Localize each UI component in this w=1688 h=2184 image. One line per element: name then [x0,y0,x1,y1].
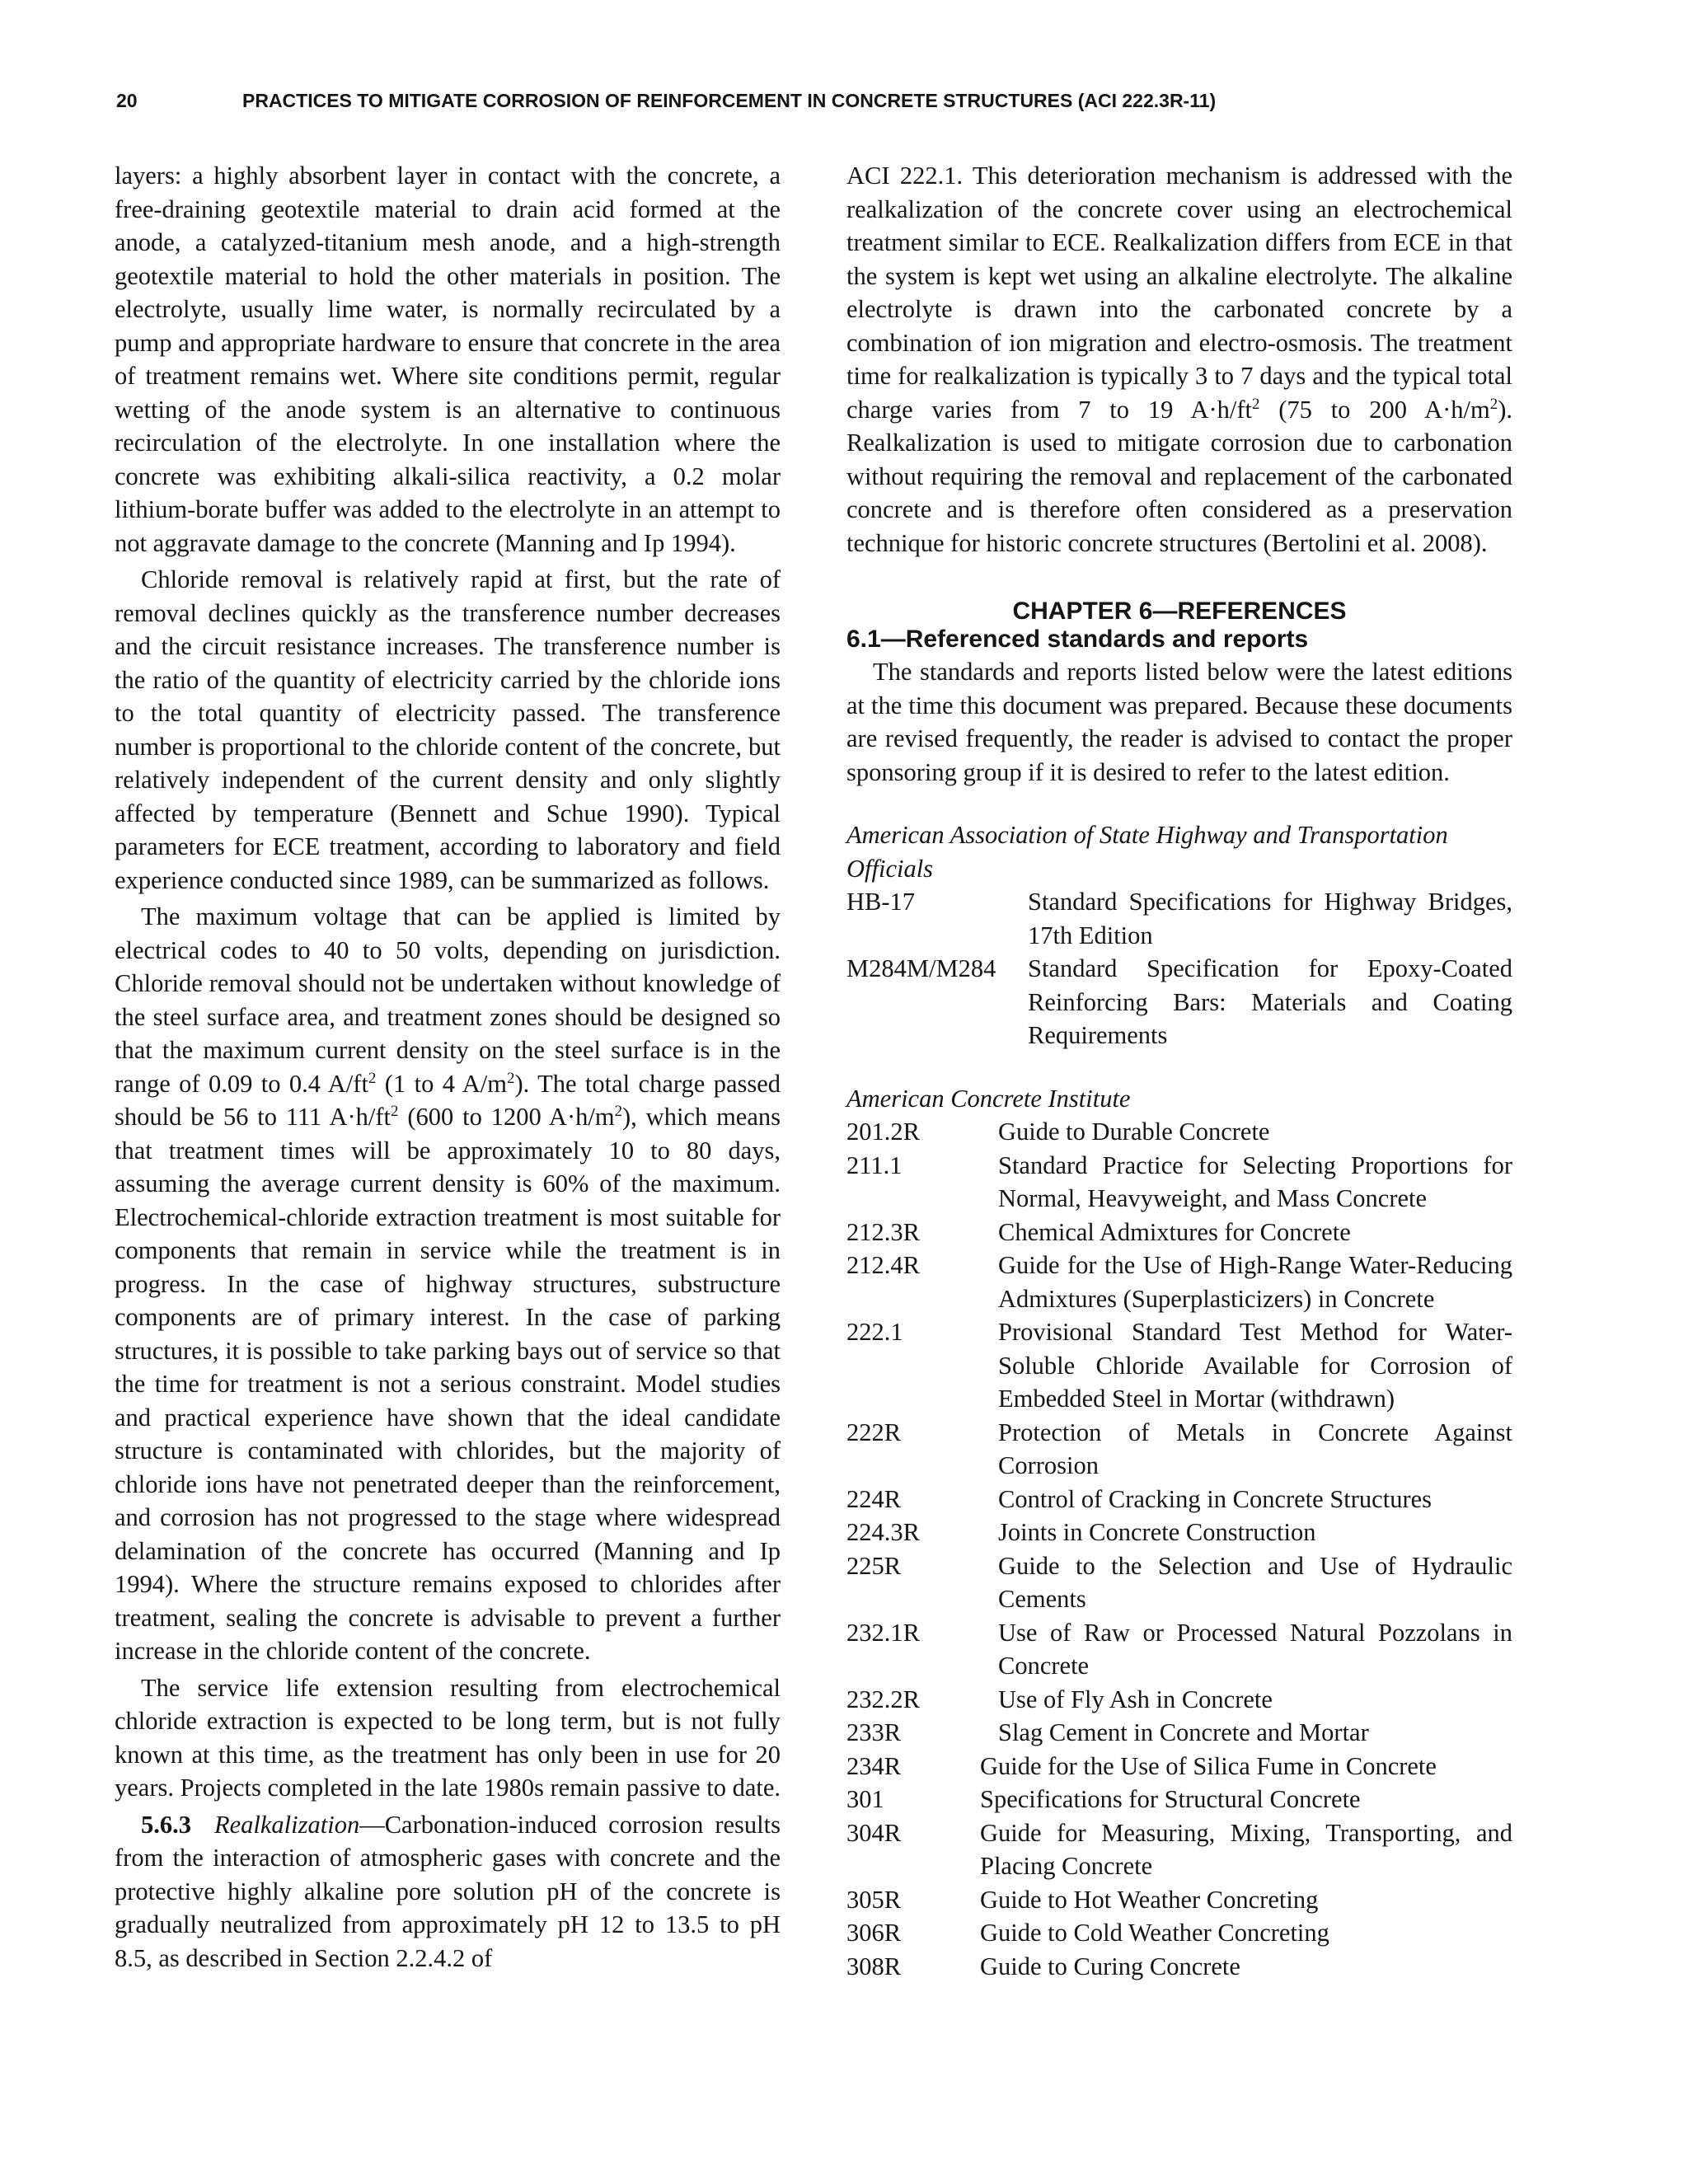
superscript: 2 [1489,395,1498,413]
reference-code: 222R [846,1418,902,1446]
reference-title: Protection of Metals in Concrete Against Corrosion [998,1418,1512,1479]
reference-code: 232.1R [846,1618,920,1647]
superscript: 2 [368,1069,377,1087]
superscript: 2 [614,1102,623,1120]
reference-item [846,1816,1512,1883]
aashto-reference-list [846,885,1512,1052]
text-run: ACI 222.1. This deterioration mechanism is addressed with the realkalization of the concrete cover using an electrochemical treatment similar to ECE. Realkalization differs from ECE in that the system is kept wet using an alkaline electrolyte. The alkaline electrolyte is drawn into the carbonated concrete by a combination of ion migration and electro-osmosis. The treatment time for realkalization is typically 3 to 7 days and the typical total charge varies from 7 to 19 A·h/ft [846,162,1512,424]
reference-item [846,1716,1512,1750]
text-run: ), which means that treatment times will be approximately 10 to 80 days, assuming the average current density is 60% of the maximum. Electrochemical-chloride extraction treatment is most suitable for components that remain in service while the treatment is in progress. In the case of highway structures, substructure components are of primary interest. In the case of parking structures, it is possible to take parking bays out of service so that the time for treatment is not a serious constraint. Model studies and practical experience have shown that the ideal candidate structure is contaminated with chlorides, but the majority of chloride ions have not penetrated deeper than the reinforcement, and corrosion has not progressed to the stage where widespread delamination of the concrete has occurred (Manning and Ip 1994). Where the structure remains exposed to chlorides after treatment, sealing the concrete is advisable to prevent a further increase in the chloride content of the concrete. [115,1103,781,1665]
reference-title: Guide to Hot Weather Concreting [980,1885,1319,1914]
running-title: PRACTICES TO MITIGATE CORROSION OF REINFORCEMENT IN CONCRETE STRUCTURES (ACI 222.3R-11) [242,90,1217,111]
reference-item [846,1916,1512,1950]
reference-item [846,1115,1512,1149]
reference-title: Guide for Measuring, Mixing, Transporting, and Placing Concrete [980,1818,1512,1880]
paragraph: layers: a highly absorbent layer in contact with the concrete, a free-draining geotextile material to drain acid formed at the anode, a catalyzed-titanium mesh anode, and a high-strength geotextile material to hold the other materials in position. The electrolyte, usually lime water, is normally recirculated by a pump and appropriate hardware to ensure that concrete in the area of treatment remains wet. Where site conditions permit, regular wetting of the anode system is an alternative to continuous recirculation of the electrolyte. In one installation where the concrete was exhibiting alkali-silica reactivity, a 0.2 molar lithium-borate buffer was added to the electrolyte in an attempt to not aggravate damage to the concrete (Manning and Ip 1994). [115,162,781,557]
text-run: —Carbonation-induced corrosion results from the interaction of atmospheric gases with concrete and the protective highly alkaline pore solution pH of the concrete is gradually neutralized from approximately pH 12 to 13.5 to pH 8.5, as described in Section 2.2.4.2 of [115,1810,781,1972]
paragraph [846,159,1512,560]
reference-item [846,1783,1512,1816]
reference-item [846,952,1512,1052]
superscript: 2 [1251,395,1260,413]
reference-code: 224.3R [846,1518,920,1546]
paragraph: Chloride removal is relatively rapid at first, but the rate of removal declines quickly as the transference number decreases and the circuit resistance increases. The transference number is the ratio of the quantity of electricity carried by the chloride ions to the total quantity of electricity passed. The transference number is proportional to the chloride content of the concrete, but relatively independent of the current density and only slightly affected by temperature (Bennett and Schue 1990). Typical parameters for ECE treatment, according to laboratory and field experience conducted since 1989, can be summarized as follows. [115,565,781,894]
text-run: (1 to 4 A/m [376,1069,507,1098]
reference-title: Guide for the Use of High-Range Water-Reducing Admixtures (Superplasticizers) in Concrete [998,1251,1512,1313]
reference-title: Specifications for Structural Concrete [980,1785,1361,1813]
section-title: 6.1—Referenced standards and reports [846,626,1309,653]
reference-title: Slag Cement in Concrete and Mortar [998,1718,1369,1746]
reference-code: 301 [846,1785,884,1813]
right-column [846,159,1512,1983]
reference-item [846,1750,1512,1783]
reference-item [846,1516,1512,1549]
reference-title: Use of Raw or Processed Natural Pozzolans in Concrete [998,1618,1512,1680]
reference-title: Guide to Cold Weather Concreting [980,1919,1329,1947]
reference-item [846,1683,1512,1717]
text-run: ). The total charge passed should be 56 to 111 A·h/ft [115,1069,781,1131]
text-run: (600 to 1200 A·h/m [398,1103,615,1131]
reference-item [846,885,1512,952]
reference-title: Control of Cracking in Concrete Structures [998,1484,1432,1513]
paragraph: The standards and reports listed below were the latest editions at the time this document was prepared. Because these documents are revised frequently, the reader is advised to contact the proper sponsoring group if it is desired to refer to the latest edition. [846,658,1512,786]
reference-title: Use of Fly Ash in Concrete [998,1685,1273,1713]
paragraph [115,1808,781,1975]
reference-code: 306R [846,1919,902,1947]
paragraph [115,900,781,1668]
reference-code: 225R [846,1551,902,1580]
reference-code: 222.1 [846,1318,903,1346]
reference-item [846,1616,1512,1683]
text-run: (75 to 200 A·h/m [1259,395,1490,424]
section-term: Realkalization [214,1810,360,1839]
paragraph: The service life extension resulting from electrochemical chloride extraction is expected to be long term, but is not fully known at this time, as the treatment has only been in use for 20 years. Projects completed in the late 1980s remain passive to date. [115,1673,781,1802]
reference-title: Standard Specifications for Highway Bridges, 17th Edition [1028,888,1512,949]
reference-item [846,1549,1512,1616]
reference-item [846,1950,1512,1984]
reference-item [846,1416,1512,1483]
reference-item [846,1483,1512,1516]
reference-title: Guide to Durable Concrete [998,1118,1270,1146]
reference-item [846,1315,1512,1416]
organization-heading: American Association of State Highway and Transportation Officials [846,821,1448,883]
reference-title: Guide to Curing Concrete [980,1952,1240,1980]
aci-reference-list [846,1115,1512,1983]
reference-item [846,1249,1512,1315]
reference-code: 234R [846,1751,902,1780]
reference-code: 212.3R [846,1217,920,1246]
running-header [0,90,1688,123]
reference-item [846,1149,1512,1216]
reference-code: 211.1 [846,1151,903,1179]
reference-title: Joints in Concrete Construction [998,1518,1316,1546]
reference-code: 308R [846,1952,902,1980]
left-column [115,159,781,1978]
reference-code: 212.4R [846,1251,920,1279]
reference-title: Provisional Standard Test Method for Water-Soluble Chloride Available for Corrosion of Embedded Steel in Mortar (withdrawn) [998,1318,1512,1413]
reference-title: Standard Practice for Selecting Proportions for Normal, Heavyweight, and Mass Concrete [998,1151,1512,1212]
text-run: The maximum voltage that can be applied is limited by electrical codes to 40 to 50 volts, depending on jurisdiction. Chloride removal should not be undertaken without knowledge of the steel surface area, and treatment zones should be designed so that the maximum current density on the steel surface is in the range of 0.09 to 0.4 A/ft [115,902,781,1098]
reference-code: 224R [846,1484,902,1513]
organization-heading: American Concrete Institute [846,1084,1131,1113]
reference-code: 304R [846,1818,902,1847]
reference-title: Guide for the Use of Silica Fume in Concrete [980,1751,1437,1780]
reference-code: 305R [846,1885,902,1914]
reference-code: 233R [846,1718,902,1746]
reference-item [846,1883,1512,1917]
reference-item [846,1216,1512,1249]
reference-code: 232.2R [846,1685,920,1713]
reference-title: Guide to the Selection and Use of Hydraulic Cements [998,1551,1512,1613]
chapter-title: CHAPTER 6—REFERENCES [1012,598,1347,625]
reference-code: HB-17 [846,888,916,916]
superscript: 2 [506,1069,515,1087]
section-number: 5.6.3 [141,1810,191,1839]
page-number: 20 [116,90,138,111]
reference-code: 201.2R [846,1118,920,1146]
reference-code: M284M/M284 [846,954,996,982]
text-run: ). Realkalization is used to mitigate corrosion due to carbonation without requiring the removal and replacement of the carbonated concrete and is therefore often considered as a preservation technique for historic concrete structures (Bertolini et al. 2008). [846,395,1512,557]
reference-title: Chemical Admixtures for Concrete [998,1217,1351,1246]
reference-title: Standard Specification for Epoxy-Coated Reinforcing Bars: Materials and Coating Requirements [1028,954,1512,1049]
superscript: 2 [391,1102,399,1120]
